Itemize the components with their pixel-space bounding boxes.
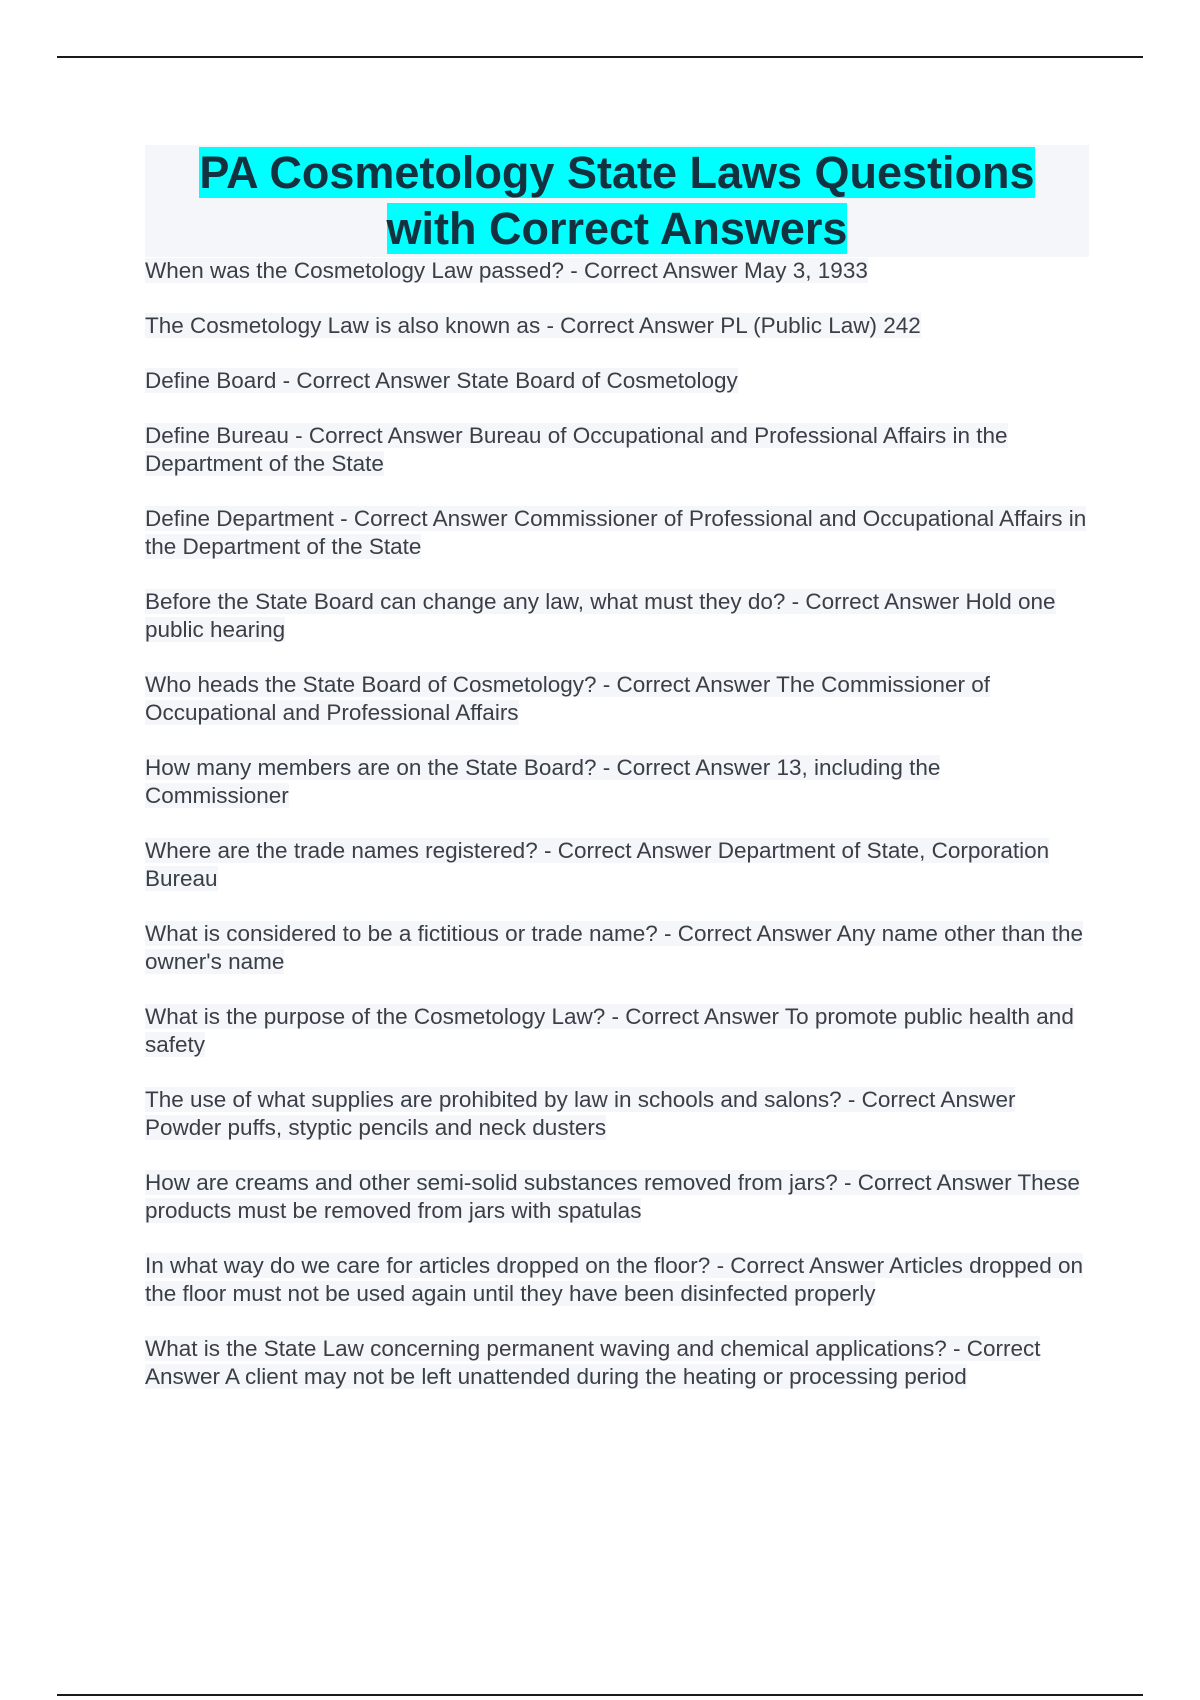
qa-text: How are creams and other semi-solid substances removed from jars? - Correct Answer These products must be removed from jars with spatulas <box>145 1170 1080 1223</box>
qa-text: How many members are on the State Board? - Correct Answer 13, including the Commissioner <box>145 755 941 808</box>
qa-item <box>145 422 1089 478</box>
qa-text: The Cosmetology Law is also known as - Correct Answer PL (Public Law) 242 <box>145 313 921 338</box>
qa-item <box>145 588 1089 644</box>
title-line-2: with Correct Answers <box>386 203 848 254</box>
qa-text: What is the purpose of the Cosmetology Law? - Correct Answer To promote public health and safety <box>145 1004 1074 1057</box>
qa-text: The use of what supplies are prohibited by law in schools and salons? - Correct Answer Powder puffs, styptic pencils and neck dusters <box>145 1087 1016 1140</box>
qa-item <box>145 1252 1089 1308</box>
qa-item <box>145 920 1089 976</box>
qa-text: Define Bureau - Correct Answer Bureau of Occupational and Professional Affairs in the Department of the State <box>145 423 1008 476</box>
qa-text: When was the Cosmetology Law passed? - Correct Answer May 3, 1933 <box>145 258 868 283</box>
qa-text: Define Department - Correct Answer Commissioner of Professional and Occupational Affairs in the Department of the State <box>145 506 1087 559</box>
qa-item <box>145 837 1089 893</box>
qa-text: In what way do we care for articles dropped on the floor? - Correct Answer Articles dropped on the floor must not be used again until they have been disinfected properly <box>145 1253 1083 1306</box>
document-body <box>145 145 1089 1418</box>
qa-item <box>145 505 1089 561</box>
document-title <box>145 145 1089 257</box>
qa-item <box>145 1086 1089 1142</box>
top-rule <box>57 56 1143 58</box>
qa-text: Where are the trade names registered? - Correct Answer Department of State, Corporation Bureau <box>145 838 1050 891</box>
bottom-rule <box>57 1694 1143 1696</box>
qa-list <box>145 257 1089 1391</box>
qa-item <box>145 671 1089 727</box>
qa-text: Before the State Board can change any law, what must they do? - Correct Answer Hold one public hearing <box>145 589 1056 642</box>
qa-text: Define Board - Correct Answer State Board of Cosmetology <box>145 368 738 393</box>
qa-item <box>145 257 1089 285</box>
title-line-1: PA Cosmetology State Laws Questions <box>199 147 1035 198</box>
qa-item <box>145 1003 1089 1059</box>
qa-item <box>145 1335 1089 1391</box>
qa-item <box>145 312 1089 340</box>
qa-item <box>145 754 1089 810</box>
qa-text: What is the State Law concerning permanent waving and chemical applications? - Correct Answer A client may not be left unattended during the heating or processing period <box>145 1336 1041 1389</box>
qa-text: Who heads the State Board of Cosmetology? - Correct Answer The Commissioner of Occupational and Professional Affairs <box>145 672 990 725</box>
qa-text: What is considered to be a fictitious or trade name? - Correct Answer Any name other than the owner's name <box>145 921 1083 974</box>
qa-item <box>145 1169 1089 1225</box>
qa-item <box>145 367 1089 395</box>
